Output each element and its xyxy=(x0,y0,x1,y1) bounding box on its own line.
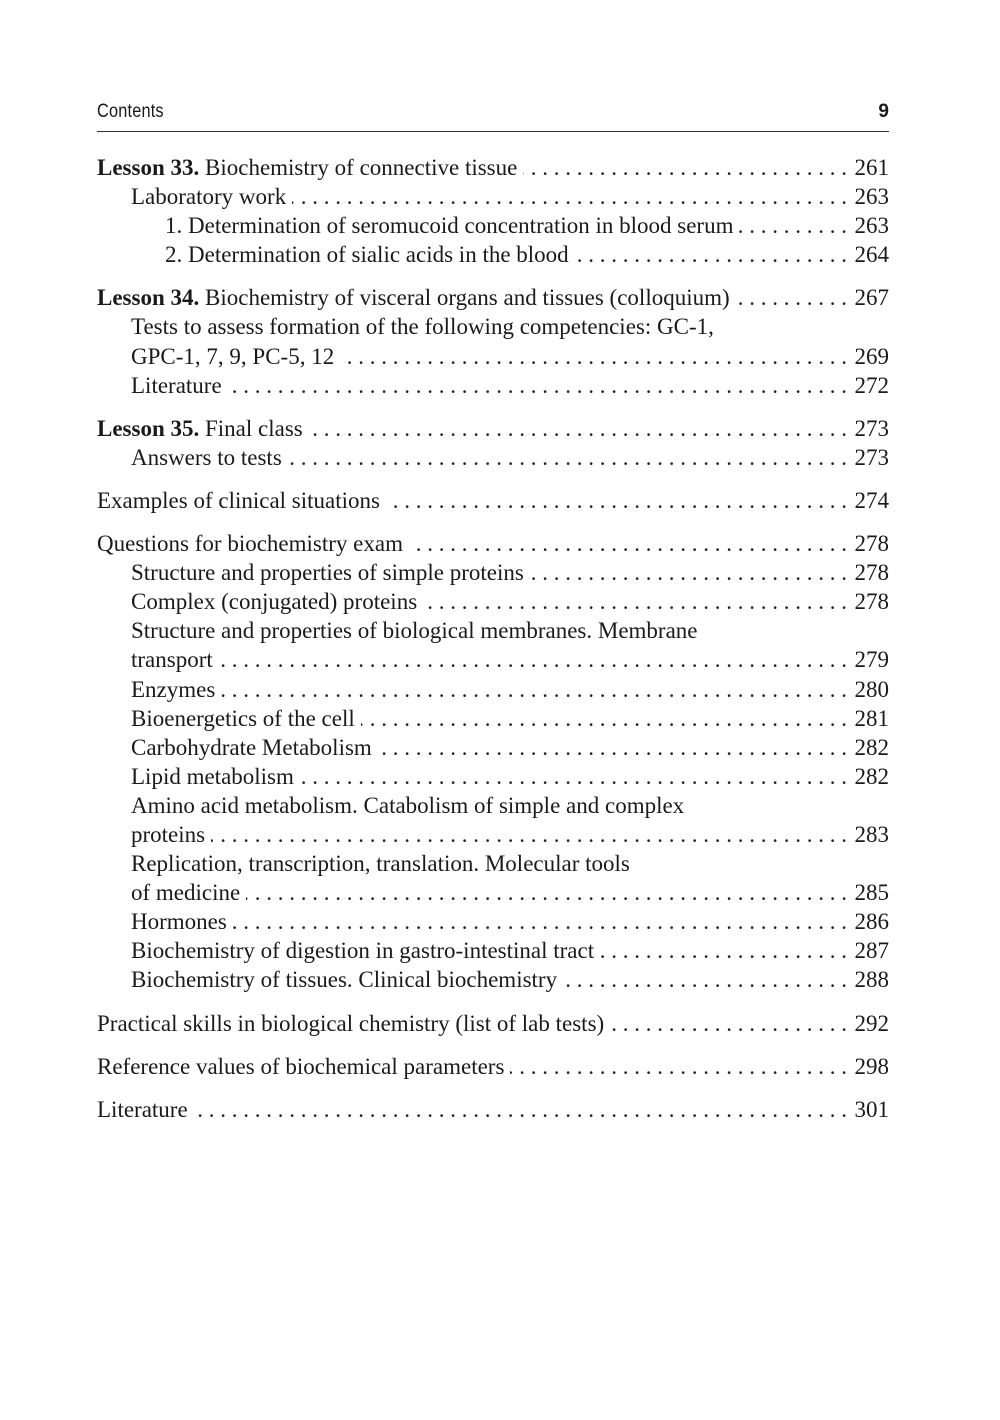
dot-leader xyxy=(300,762,847,791)
toc-entry-text: Laboratory work xyxy=(131,184,287,210)
toc-entry-title xyxy=(131,645,213,674)
toc-entry[interactable] xyxy=(97,704,889,733)
dot-leader xyxy=(340,342,847,371)
toc-lesson-label: Lesson 33. xyxy=(97,155,200,180)
toc-page-number: 282 xyxy=(854,734,889,760)
toc-entry-text: Amino acid metabolism. Catabolism of simple and complex xyxy=(131,792,685,818)
toc-entry[interactable] xyxy=(97,791,889,820)
toc-entry-text: Biochemistry of digestion in gastro-intestinal tract xyxy=(131,938,595,964)
toc-entry-text: Reference values of biochemical parameters xyxy=(97,1053,505,1079)
toc-page-number: 280 xyxy=(854,676,889,702)
toc-entry-text: Tests to assess formation of the following competencies: GC-1, xyxy=(131,314,714,340)
toc-page-number: 278 xyxy=(854,589,889,615)
toc-entry-title xyxy=(97,529,403,558)
running-header xyxy=(97,100,889,132)
toc-entry-text: Replication, transcription, translation. Molecular tools xyxy=(131,851,630,877)
dot-leader xyxy=(423,587,847,616)
toc-page-number: 282 xyxy=(854,763,889,789)
toc-page-number: 274 xyxy=(854,487,889,513)
toc-entry-text: Answers to tests xyxy=(131,444,282,470)
dot-leader xyxy=(246,878,847,907)
dot-leader xyxy=(292,182,847,211)
toc-entry-text: Final class xyxy=(199,415,303,441)
toc-entry-text: 1. Determination of seromucoid concentration in blood serum xyxy=(165,213,734,239)
toc-entry-title xyxy=(97,1052,504,1081)
toc-lesson-label: Lesson 35. xyxy=(97,415,200,441)
toc-entry-title xyxy=(131,312,714,341)
toc-entry[interactable] xyxy=(97,558,889,587)
toc-entry-title xyxy=(131,443,282,472)
toc-entry-text: GPC-1, 7, 9, PC-5, 12 xyxy=(131,343,335,369)
dot-leader xyxy=(610,1009,847,1038)
running-header-title: Contents xyxy=(97,101,164,122)
toc-entry[interactable] xyxy=(97,414,889,443)
toc-entry[interactable] xyxy=(97,211,889,240)
toc-entry-text: Biochemistry of tissues. Clinical biochemistry xyxy=(131,967,558,993)
dot-leader xyxy=(219,645,847,674)
toc-entry-title xyxy=(131,704,355,733)
dot-leader xyxy=(386,486,847,515)
toc-page-number: 273 xyxy=(854,444,889,470)
toc-entry-text: Hormones xyxy=(131,909,227,935)
dot-leader xyxy=(600,936,847,965)
toc-entry-title xyxy=(131,616,698,645)
toc-entry[interactable] xyxy=(97,645,889,674)
toc-entry-title xyxy=(131,558,524,587)
toc-entry[interactable] xyxy=(97,312,889,341)
toc-entry-text: Bioenergetics of the cell xyxy=(131,705,355,731)
toc-entry[interactable] xyxy=(97,820,889,849)
toc-entry[interactable] xyxy=(97,371,889,400)
toc-entry-text: Biochemistry of connective tissue xyxy=(199,155,518,180)
toc-entry[interactable] xyxy=(97,907,889,936)
toc-page-number: 272 xyxy=(854,372,889,398)
toc-entry-title xyxy=(131,820,205,849)
toc-page-number: 273 xyxy=(854,415,889,441)
dot-leader xyxy=(221,675,847,704)
toc-entry-text: Examples of clinical situations xyxy=(97,487,380,513)
dot-leader xyxy=(288,443,847,472)
toc-entry[interactable] xyxy=(97,675,889,704)
toc-page-number: 264 xyxy=(854,242,889,268)
toc-entry-title xyxy=(97,486,380,515)
dot-leader xyxy=(361,704,847,733)
toc-page-number: 281 xyxy=(854,705,889,731)
toc-entry[interactable] xyxy=(97,587,889,616)
toc-entry[interactable] xyxy=(97,1009,889,1038)
toc-entry-title xyxy=(131,182,286,211)
toc-entry-title xyxy=(131,371,222,400)
toc-entry-text: Complex (conjugated) proteins xyxy=(131,589,418,615)
toc-lesson-label: Lesson 34. xyxy=(97,285,200,311)
dot-leader xyxy=(211,820,847,849)
toc-page-number: 283 xyxy=(854,821,889,847)
toc-entry-text: Lipid metabolism xyxy=(131,763,294,789)
toc-entry-title xyxy=(97,1095,188,1124)
toc-entry[interactable] xyxy=(97,616,889,645)
dot-leader xyxy=(228,371,847,400)
toc-entry-text: Structure and properties of simple proteins xyxy=(131,560,524,586)
toc-entry-title xyxy=(131,791,684,820)
toc-entry[interactable] xyxy=(97,965,889,994)
toc-page-number: 263 xyxy=(854,184,889,210)
table-of-contents xyxy=(97,153,889,1124)
dot-leader xyxy=(510,1052,847,1081)
toc-entry-title xyxy=(97,153,517,182)
toc-entry[interactable] xyxy=(97,342,889,371)
toc-entry-title xyxy=(165,211,733,240)
toc-entry-title xyxy=(131,907,227,936)
toc-entry-text: Structure and properties of biological membranes. Membrane xyxy=(131,618,698,644)
toc-entry-title xyxy=(131,587,417,616)
toc-entry[interactable] xyxy=(97,762,889,791)
toc-entry-text: Biochemistry of visceral organs and tissues (colloquium) xyxy=(199,285,730,311)
toc-entry-title xyxy=(131,965,557,994)
toc-entry[interactable] xyxy=(97,240,889,269)
toc-page-number: 278 xyxy=(854,531,889,557)
toc-page-number: 279 xyxy=(854,647,889,673)
dot-leader xyxy=(736,283,847,312)
toc-entry-text: Literature xyxy=(131,372,222,398)
dot-leader xyxy=(233,907,847,936)
dot-leader xyxy=(530,558,847,587)
toc-page-number: 288 xyxy=(854,967,889,993)
toc-entry[interactable] xyxy=(97,1095,889,1124)
dot-leader xyxy=(523,153,847,182)
toc-entry-title xyxy=(131,762,294,791)
toc-entry-text: proteins xyxy=(131,821,206,847)
toc-entry[interactable] xyxy=(97,153,889,182)
toc-entry-text: Carbohydrate Metabolism xyxy=(131,734,372,760)
toc-entry-title xyxy=(131,675,215,704)
toc-page-number: 301 xyxy=(854,1096,889,1122)
toc-entry-text: Practical skills in biological chemistry (list of lab tests) xyxy=(97,1010,605,1036)
toc-entry[interactable] xyxy=(97,878,889,907)
toc-page-number: 287 xyxy=(854,938,889,964)
toc-entry-title xyxy=(131,342,334,371)
dot-leader xyxy=(194,1095,847,1124)
toc-entry[interactable] xyxy=(97,1052,889,1081)
toc-entry[interactable] xyxy=(97,849,889,878)
toc-entry-title xyxy=(131,936,594,965)
toc-entry-text: Literature xyxy=(97,1096,188,1122)
toc-page-number: 267 xyxy=(854,285,889,311)
toc-entry-text: 2. Determination of sialic acids in the blood xyxy=(165,242,569,268)
dot-leader xyxy=(409,529,847,558)
dot-leader xyxy=(575,240,847,269)
toc-entry-title xyxy=(97,414,303,443)
toc-entry[interactable] xyxy=(97,283,889,312)
toc-entry-title xyxy=(97,283,730,312)
dot-leader xyxy=(739,211,847,240)
toc-entry[interactable] xyxy=(97,486,889,515)
toc-entry[interactable] xyxy=(97,182,889,211)
toc-page-number: 292 xyxy=(854,1010,889,1036)
toc-page-number: 285 xyxy=(854,880,889,906)
toc-entry[interactable] xyxy=(97,443,889,472)
toc-entry-title xyxy=(131,849,630,878)
toc-entry[interactable] xyxy=(97,529,889,558)
toc-page-number: 269 xyxy=(854,343,889,369)
toc-entry-text: Enzymes xyxy=(131,676,216,702)
dot-leader xyxy=(378,733,847,762)
dot-leader xyxy=(309,414,847,443)
toc-page-number: 263 xyxy=(854,213,889,239)
toc-entry-text: Questions for biochemistry exam xyxy=(97,531,403,557)
toc-entry-title xyxy=(97,1009,604,1038)
page-number: 9 xyxy=(878,101,889,122)
dot-leader xyxy=(563,965,847,994)
toc-entry[interactable] xyxy=(97,733,889,762)
toc-page-number: 286 xyxy=(854,909,889,935)
toc-entry-text: transport xyxy=(131,647,213,673)
toc-entry-title xyxy=(165,240,569,269)
toc-page-number: 261 xyxy=(854,155,889,180)
toc-page-number: 278 xyxy=(854,560,889,586)
toc-entry-text: of medicine xyxy=(131,880,241,906)
toc-entry-title xyxy=(131,878,240,907)
toc-page-number: 298 xyxy=(854,1053,889,1079)
toc-entry-title xyxy=(131,733,372,762)
toc-entry[interactable] xyxy=(97,936,889,965)
